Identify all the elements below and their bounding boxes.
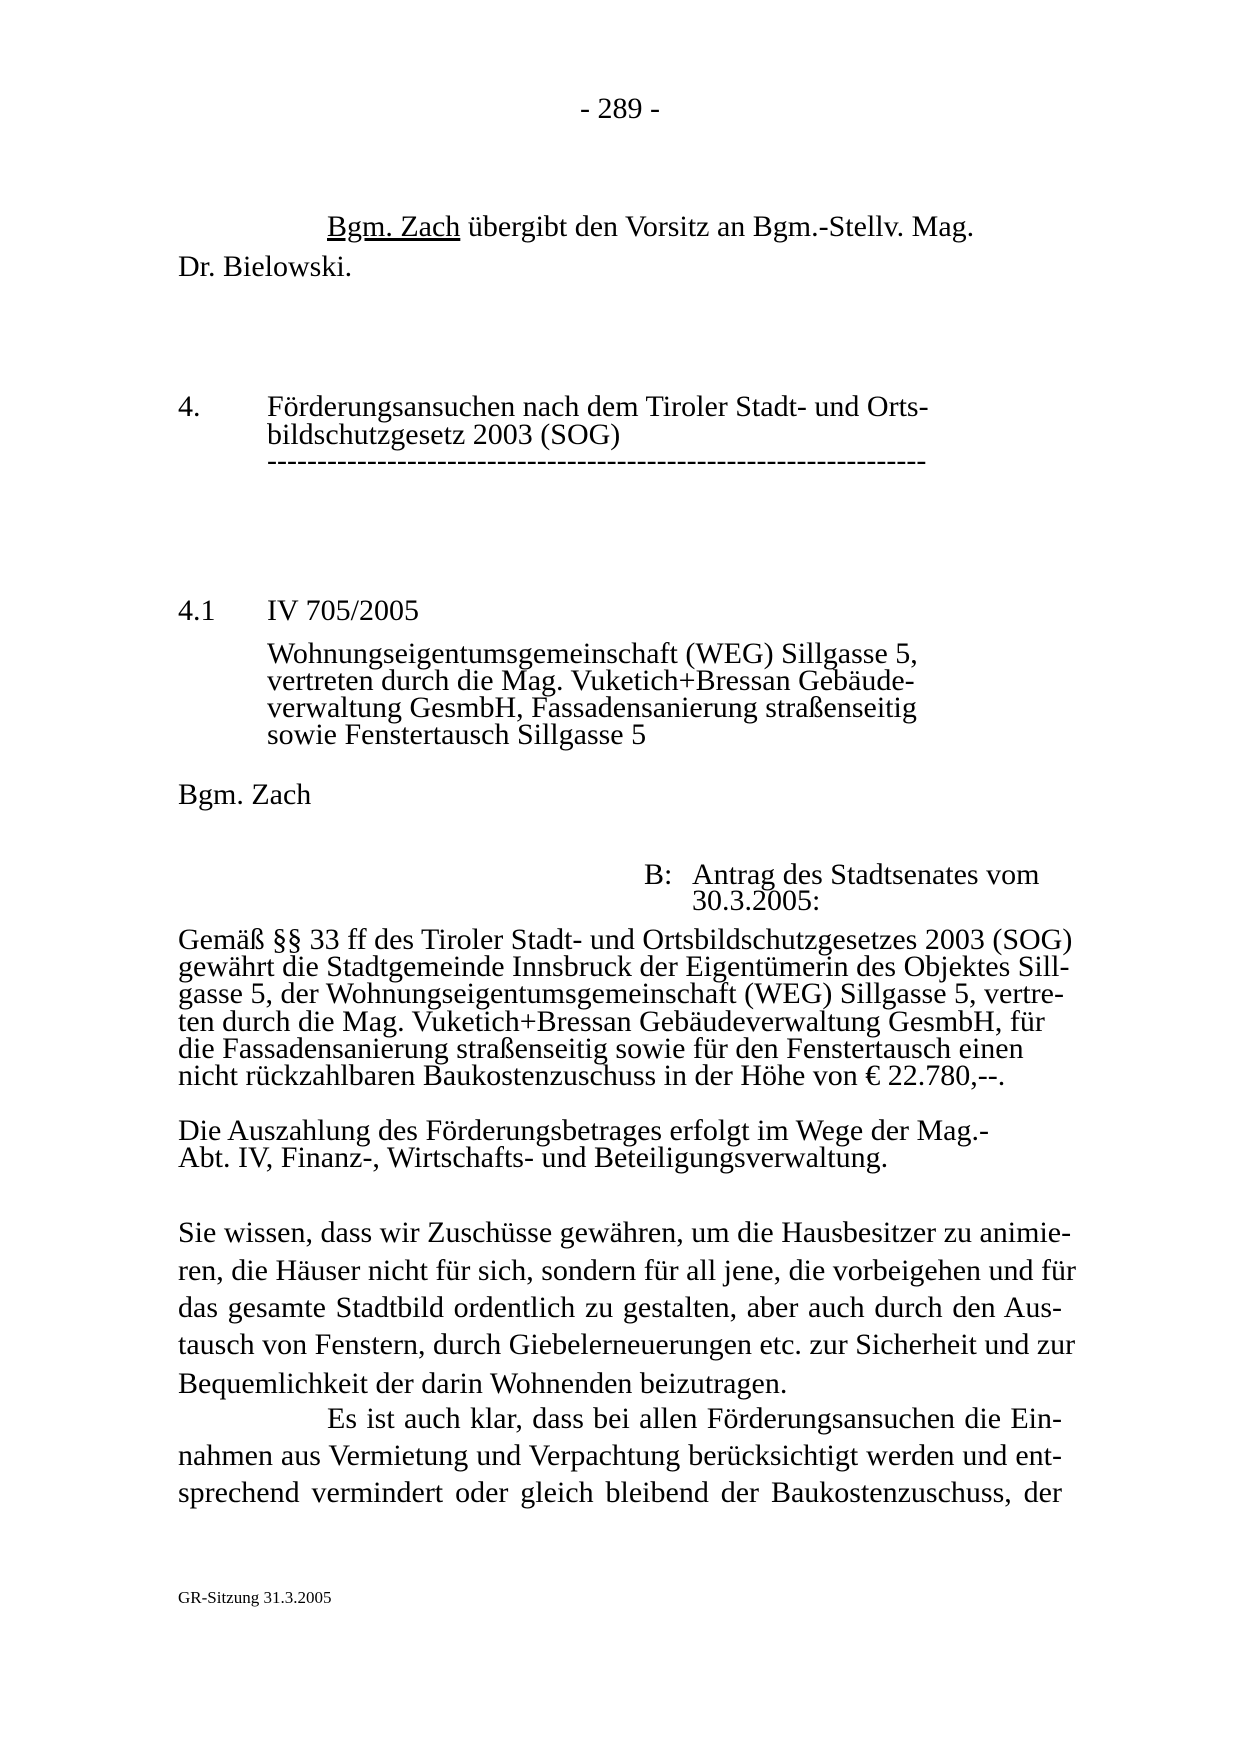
- motion-text-line: gasse 5, der Wohnungseigentumsgemeinschaft (WEG) Sillgasse 5, vertre-: [178, 977, 1064, 1010]
- sub-item-desc-line: vertreten durch die Mag. Vuketich+Bressan Gebäude-: [267, 664, 915, 697]
- speech-text-line: Es ist auch klar, dass bei allen Förderungsansuchen die Ein-: [327, 1402, 1062, 1435]
- agenda-item-title-line-2: bildschutzgesetz 2003 (SOG): [267, 418, 621, 451]
- motion-text-line: die Fassadensanierung straßenseitig sowie für den Fenstertausch einen: [178, 1032, 1024, 1065]
- motion-text-line: Gemäß §§ 33 ff des Tiroler Stadt- und Ortsbildschutzgesetzes 2003 (SOG): [178, 923, 1073, 956]
- motion-text-line: nicht rückzahlbaren Baukostenzuschuss in der Höhe von € 22.780,--.: [178, 1059, 1006, 1092]
- payment-text-line: Die Auszahlung des Förderungsbetrages erfolgt im Wege der Mag.-: [178, 1114, 989, 1147]
- sub-item-desc-line: verwaltung GesmbH, Fassadensanierung straßenseitig: [267, 691, 917, 724]
- motion-label: B:: [644, 858, 673, 891]
- sub-item-number: 4.1: [178, 594, 216, 627]
- agenda-item-number: 4.: [178, 390, 201, 423]
- agenda-item-title-line-1: Förderungsansuchen nach dem Tiroler Stadt- und Orts-: [267, 390, 929, 423]
- footer-session-date: GR-Sitzung 31.3.2005: [178, 1588, 332, 1607]
- speech-text-line: sprechend vermindert oder gleich bleibend der Baukostenzuschuss, der: [178, 1476, 1062, 1509]
- speech-text-line: nahmen aus Vermietung und Verpachtung berücksichtigt werden und ent-: [178, 1439, 1062, 1472]
- rapporteur: Bgm. Zach: [178, 778, 312, 811]
- chair-handover-line-1: [327, 212, 974, 242]
- sub-item-reference: IV 705/2005: [267, 594, 419, 627]
- agenda-item-separator: ------------------------------------------------------------------: [267, 444, 927, 477]
- motion-text-line: ten durch die Mag. Vuketich+Bressan Gebäudeverwaltung GesmbH, für: [178, 1005, 1045, 1038]
- chair-handover-text: übergibt den Vorsitz an Bgm.-Stellv. Mag.: [460, 210, 975, 243]
- motion-text-line: gewährt die Stadtgemeinde Innsbruck der Eigentümerin des Objektes Sill-: [178, 950, 1070, 983]
- speech-text-line: ren, die Häuser nicht für sich, sondern für all jene, die vorbeigehen und für: [178, 1254, 1077, 1287]
- sub-item-desc-line: Wohnungseigentumsgemeinschaft (WEG) Sillgasse 5,: [267, 637, 918, 670]
- page-number: - 289 -: [580, 92, 660, 125]
- payment-text-line: Abt. IV, Finanz-, Wirtschafts- und Beteiligungsverwaltung.: [178, 1141, 889, 1174]
- chair-handover-line-2: Dr. Bielowski.: [178, 250, 353, 283]
- speech-text-line: Sie wissen, dass wir Zuschüsse gewähren, um die Hausbesitzer zu animie-: [178, 1216, 1072, 1249]
- speech-text-line: tausch von Fenstern, durch Giebelerneuerungen etc. zur Sicherheit und zur: [178, 1328, 1076, 1361]
- sub-item-desc-line: sowie Fenstertausch Sillgasse 5: [267, 718, 647, 751]
- motion-title-line-2: 30.3.2005:: [692, 884, 821, 917]
- speech-text-line: das gesamte Stadtbild ordentlich zu gestalten, aber auch durch den Aus-: [178, 1291, 1062, 1324]
- speaker-name: Bgm. Zach: [327, 210, 461, 243]
- motion-title-line-1: Antrag des Stadtsenates vom: [692, 858, 1040, 891]
- speech-text-line: Bequemlichkeit der darin Wohnenden beizutragen.: [178, 1367, 788, 1400]
